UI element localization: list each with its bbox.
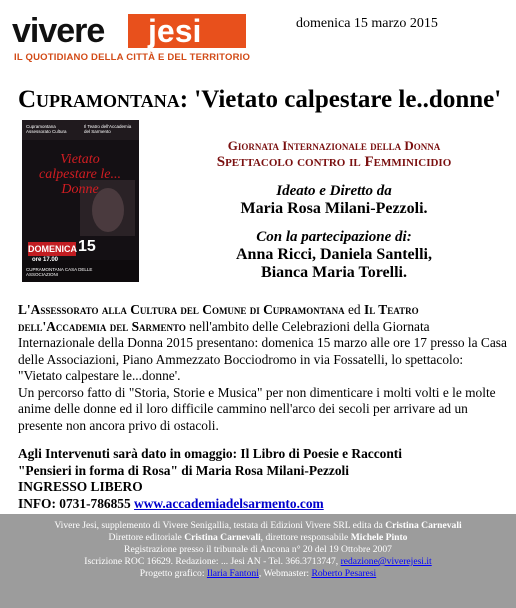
poster-title: Vietato calpestare le... Donne	[39, 152, 121, 197]
title-place: Cupramontana	[18, 86, 180, 113]
poster-top-right: Il Teatro dell'Accademia del Sarmento	[84, 124, 132, 134]
intro-heading-2: Spettacolo contro il Femminicidio	[216, 154, 452, 170]
info-line	[18, 496, 508, 513]
omaggio-line-1: Agli Intervenuti sarà dato in omaggio: Il Libro di Poesie e Racconti	[18, 446, 402, 461]
logo-tagline: IL QUOTIDIANO DELLA CITTÀ E DEL TERRITORIO	[14, 52, 251, 63]
omaggio-block	[18, 446, 508, 512]
footer-line-3: Registrazione presso il tribunale di Ancona n° 20 del 19 Ottobre 2007	[124, 544, 392, 555]
footer-line-2	[0, 532, 516, 543]
cast-line-1: Anna Ricci, Daniela Santelli,	[235, 246, 432, 263]
poster-place: CUPRAMONTANA CASA DELLE ASSOCIAZIONI	[26, 267, 93, 277]
site-logo[interactable]	[10, 8, 251, 66]
body-paragraph-1	[18, 302, 508, 385]
footer-line-1	[0, 520, 516, 531]
footer-webmaster-label: , Webmaster:	[258, 568, 312, 579]
article-body	[18, 302, 508, 434]
footer-grafico-link[interactable]: Ilaria Fantoni	[206, 568, 259, 579]
footer-resp-label: , direttore responsabile	[260, 532, 351, 543]
logo-vivere-text: vivere	[12, 12, 105, 50]
website-link[interactable]: www.accademiadelsarmento.com	[134, 495, 324, 511]
poster-time: ore 17.00	[32, 257, 59, 263]
body-organizer-1: L'Assessorato alla Cultura del Comune di Cupramontana	[18, 302, 345, 317]
footer-line-5	[0, 568, 516, 579]
body-organizer-2: Il Teatro dell'Accademia del Sarmento	[18, 302, 419, 334]
footer-resp-name: Michele Pinto	[350, 532, 408, 543]
body-paragraph-1-text: nell'ambito delle Celebrazioni della Giornata Internazionale della Donna 2015 presentano: domenica 15 marzo alle ore 17 presso la Casa delle Associazioni, Piano Ammezzato Bocciodromo in via Fossatelli, lo spettacolo: "Vietato calpestare le...donne'.	[18, 318, 507, 383]
body-paragraph-2: Un percorso fatto di "Storia, Storie e Musica" per non dimenticare i molti volti e le molte anime delle donne ed il loro difficile cammino nell'arco dei secoli per arrivare ad un presente non ancora privo di ostacoli.	[18, 384, 496, 433]
footer-dir-label: Direttore editoriale	[108, 532, 185, 543]
partecipazione-label: Con la partecipazione di:	[256, 229, 412, 245]
footer-webmaster-link[interactable]: Roberto Pesaresi	[311, 568, 377, 579]
site-footer	[0, 514, 516, 608]
poster-day: 15	[78, 238, 96, 255]
info-phone: INFO: 0731-786855	[18, 495, 135, 511]
footer-line-4	[0, 556, 516, 567]
event-poster-image[interactable]	[22, 120, 139, 282]
poster-date-label: DOMENICA	[28, 244, 77, 254]
article-title	[18, 86, 501, 114]
footer-redazione: Iscrizione ROC 16629. Redazione: ... Jesi AN - Tel. 366.3713747,	[84, 556, 341, 567]
publication-date: domenica 15 marzo 2015	[296, 16, 438, 31]
logo-jesi-text: jesi	[148, 13, 202, 49]
footer-dir-name: Cristina Carnevali	[184, 532, 261, 543]
ideato-label: Ideato e Diretto da	[276, 183, 392, 199]
footer-grafico-label: Progetto grafico:	[139, 568, 207, 579]
cast-line-2: Bianca Maria Torelli.	[261, 264, 407, 281]
body-conjunction: ed	[344, 302, 364, 317]
director-name: Maria Rosa Milani-Pezzoli.	[240, 200, 428, 217]
footer-publisher: Vivere Jesi, supplemento di Vivere Senigallia, testata di Edizioni Vivere SRL edita da	[54, 520, 386, 531]
omaggio-line-2: "Pensieri in forma di Rosa" di Maria Rosa Milani-Pezzoli	[18, 462, 349, 478]
footer-email-link[interactable]: redazione@viverejesi.it	[340, 556, 432, 567]
footer-editor-name: Cristina Carnevali	[385, 520, 462, 531]
poster-top-left: Cupramontana Assessorato Cultura	[26, 124, 67, 134]
intro-heading-1: Giornata Internazionale della Donna	[227, 138, 441, 153]
ingresso-libero: INGRESSO LIBERO	[18, 479, 143, 494]
title-rest: : 'Vietato calpestare le..donne'	[179, 86, 502, 113]
